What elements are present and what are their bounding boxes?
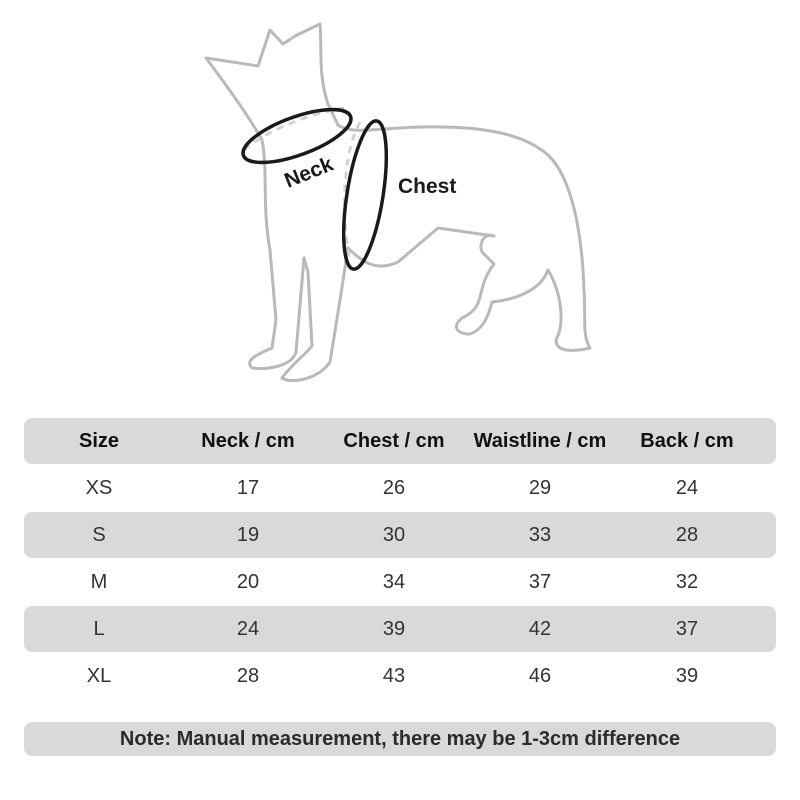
size-cell: XL [86, 664, 112, 687]
table-row [24, 653, 776, 699]
measurement-note: Note: Manual measurement, there may be 1-3cm difference [24, 722, 776, 756]
waistline-cell: 42 [528, 617, 552, 640]
size-cell: S [92, 523, 106, 546]
header-chest: Chest / cm [343, 429, 445, 452]
chest-label: Chest [398, 175, 457, 198]
neck-cell: 28 [236, 664, 260, 687]
size-cell: L [93, 617, 105, 640]
chest-cell: 39 [382, 617, 406, 640]
waistline-cell: 33 [528, 523, 552, 546]
neck-ring [237, 99, 357, 174]
size-chart-table [24, 418, 776, 700]
back-cell: 39 [675, 664, 699, 687]
back-cell: 37 [675, 617, 699, 640]
neck-cell: 17 [236, 476, 260, 499]
waistline-cell: 46 [528, 664, 552, 687]
chest-cell: 43 [382, 664, 406, 687]
size-cell: XS [85, 476, 113, 499]
size-cell: M [90, 570, 108, 593]
neck-cell: 20 [236, 570, 260, 593]
header-neck: Neck / cm [201, 429, 295, 452]
waistline-cell: 29 [528, 476, 552, 499]
table-header-row [24, 418, 776, 464]
back-cell: 24 [675, 476, 699, 499]
back-cell: 32 [675, 570, 699, 593]
header-back: Back / cm [640, 429, 734, 452]
neck-cell: 24 [236, 617, 260, 640]
table-row [24, 606, 776, 652]
neck-label: Neck [281, 152, 337, 193]
waistline-cell: 37 [528, 570, 552, 593]
back-cell: 28 [675, 523, 699, 546]
neck-cell: 19 [236, 523, 260, 546]
dog-silhouette [206, 24, 590, 381]
header-waistline: Waistline / cm [473, 429, 607, 452]
table-row [24, 465, 776, 511]
table-row [24, 559, 776, 605]
chest-cell: 34 [382, 570, 406, 593]
chest-cell: 26 [382, 476, 406, 499]
header-size: Size [78, 429, 120, 452]
chest-cell: 30 [382, 523, 406, 546]
table-row [24, 512, 776, 558]
chest-ring [335, 118, 394, 272]
